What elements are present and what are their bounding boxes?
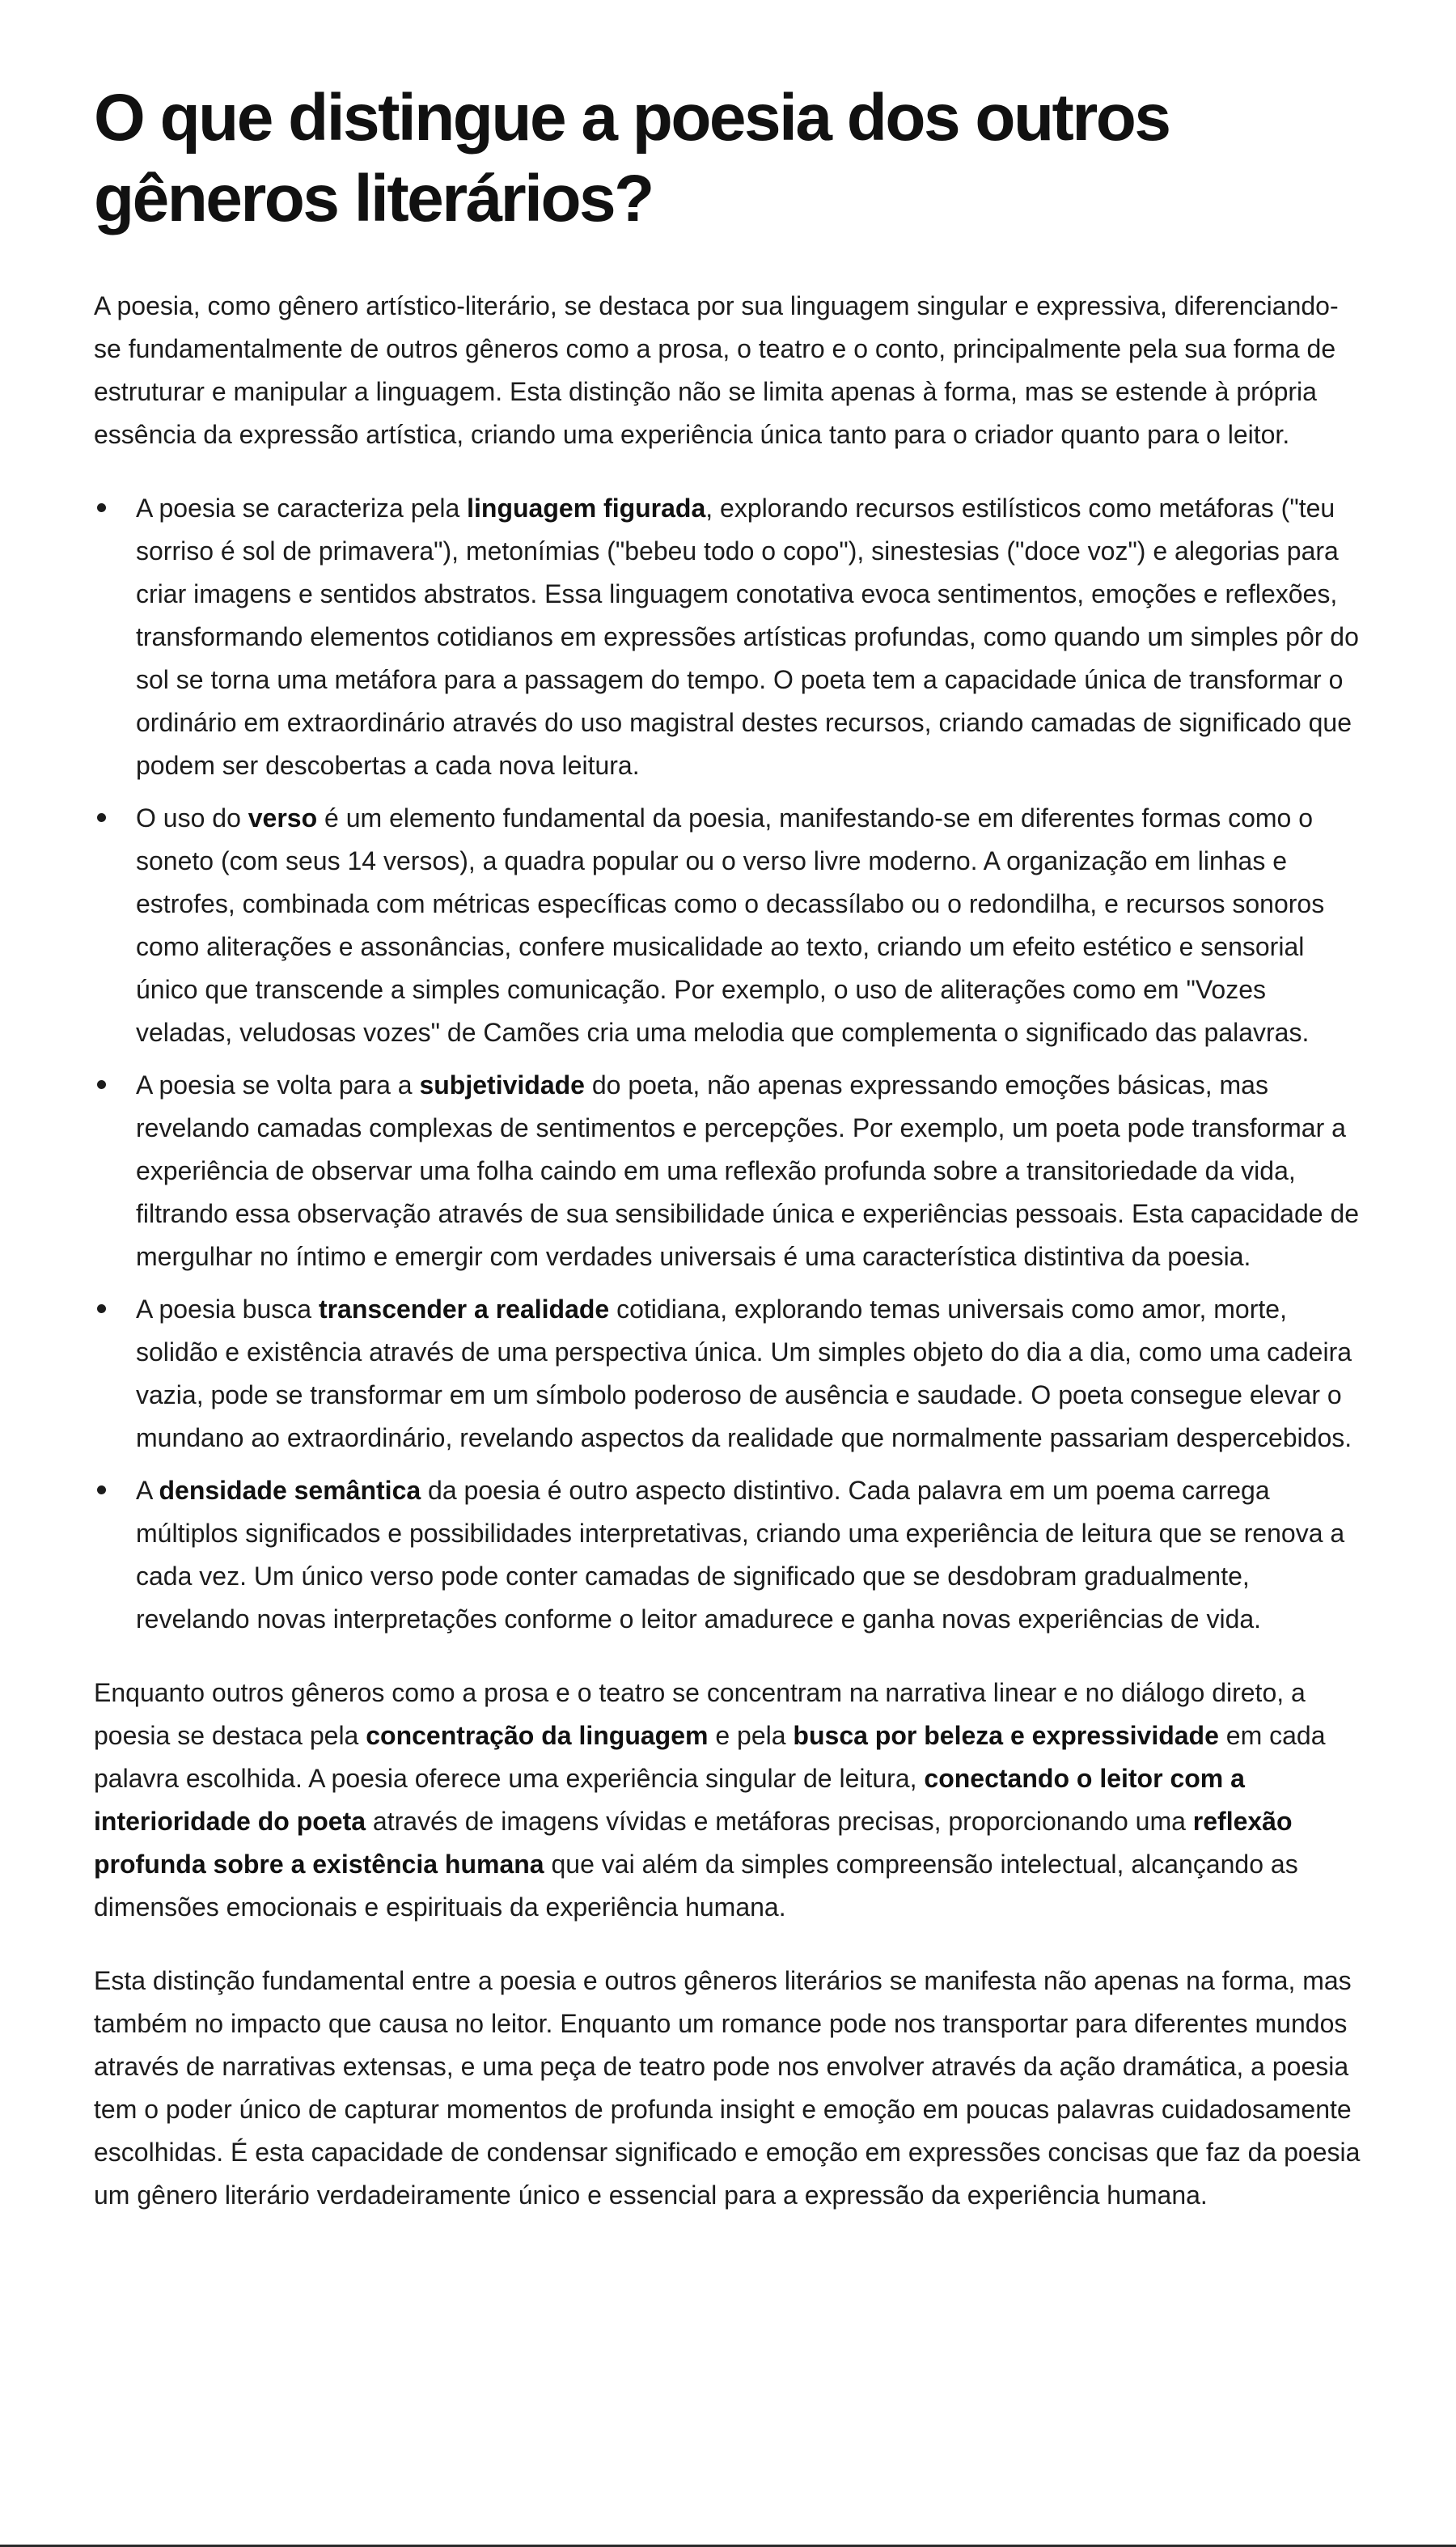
list-item: A poesia se volta para a subjetividade do poeta, não apenas expressando emoções básicas, mas revelando camadas complexas de sentimentos e percepções. Por exemplo, um poeta pode transformar a experiência de observar uma folha caindo em uma reflexão profunda sobre a transitoriedade da vida, filtrando essa observação através de sua sensibilidade única e experiências pessoais. Esta capacidade de mergulhar no íntimo e emergir com verdades universais é uma característica distintiva da poesia. <box>94 1064 1362 1278</box>
bullet-icon <box>97 503 106 512</box>
list-item: A poesia se caracteriza pela linguagem figurada, explorando recursos estilísticos como metáforas ("teu sorriso é sol de primavera"), metonímias ("bebeu todo o copo"), sinestesias ("doce voz") e alegorias para criar imagens e sentidos abstratos. Essa linguagem conotativa evoca sentimentos, emoções e reflexões, transformando elementos cotidianos em expressões artísticas profundas, como quando um simples pôr do sol se torna uma metáfora para a passagem do tempo. O poeta tem a capacidade única de transformar o ordinário em extraordinário através do uso magistral destes recursos, criando camadas de significado que podem ser descobertas a cada nova leitura. <box>94 487 1362 787</box>
bullet-icon <box>97 1080 106 1089</box>
list-item: O uso do verso é um elemento fundamental da poesia, manifestando-se em diferentes formas como o soneto (com seus 14 versos), a quadra popular ou o verso livre moderno. A organização em linhas e estrofes, combinada com métricas específicas como o decassílabo ou o redondilha, e recursos sonoros como aliterações e assonâncias, confere musicalidade ao texto, criando um efeito estético e sensorial único que transcende a simples comunicação. Por exemplo, o uso de aliterações como em "Vozes veladas, veludosas vozes" de Camões cria uma melodia que complementa o significado das palavras. <box>94 797 1362 1054</box>
emphasis: densidade semântica <box>159 1476 421 1505</box>
emphasis: reflexão profunda sobre a existência humana <box>94 1807 1293 1879</box>
bullet-icon <box>97 1304 106 1313</box>
emphasis: subjetividade <box>419 1070 585 1100</box>
emphasis: transcender a realidade <box>318 1295 610 1324</box>
list-item: A poesia busca transcender a realidade cotidiana, explorando temas universais como amor, morte, solidão e existência através de uma perspectiva única. Um simples objeto do dia a dia, como uma cadeira vazia, pode se transformar em um símbolo poderoso de ausência e saudade. O poeta consegue elevar o mundano ao extraordinário, revelando aspectos da realidade que normalmente passariam despercebidos. <box>94 1288 1362 1460</box>
emphasis: linguagem figurada <box>467 494 706 523</box>
final-paragraph: Esta distinção fundamental entre a poesia e outros gêneros literários se manifesta não apenas na forma, mas também no impacto que causa no leitor. Enquanto um romance pode nos transportar para diferentes mundos através de narrativas extensas, e uma peça de teatro pode nos envolver através da ação dramática, a poesia tem o poder único de capturar momentos de profunda insight e emoção em poucas palavras cuidadosamente escolhidas. É esta capacidade de condensar significado e emoção em expressões concisas que faz da poesia um gênero literário verdadeiramente único e essencial para a expressão da experiência humana. <box>94 1966 1361 2210</box>
emphasis: concentração da linguagem <box>366 1721 709 1750</box>
bullet-icon <box>97 813 106 822</box>
list-item: A densidade semântica da poesia é outro aspecto distintivo. Cada palavra em um poema carrega múltiplos significados e possibilidades interpretativas, criando uma experiência de leitura que se renova a cada vez. Um único verso pode conter camadas de significado que se desdobram gradualmente, revelando novas interpretações conforme o leitor amadurece e ganha novas experiências de vida. <box>94 1469 1362 1641</box>
emphasis: verso <box>248 803 318 833</box>
emphasis: conectando o leitor com a interioridade do poeta <box>94 1764 1245 1836</box>
bullet-icon <box>97 1485 106 1494</box>
article <box>94 78 1362 2217</box>
emphasis: busca por beleza e expressividade <box>793 1721 1219 1750</box>
key-points-list <box>94 487 1362 1641</box>
page-title: O que distingue a poesia dos outros gêneros literários? <box>94 81 1170 235</box>
closing-paragraph: Enquanto outros gêneros como a prosa e o teatro se concentram na narrativa linear e no diálogo direto, a poesia se destaca pela concentração da linguagem e pela busca por beleza e expressividade em cada palavra escolhida. A poesia oferece uma experiência singular de leitura, conectando o leitor com a interioridade do poeta através de imagens vívidas e metáforas precisas, proporcionando uma reflexão profunda sobre a existência humana que vai além da simples compreensão intelectual, alcançando as dimensões emocionais e espirituais da experiência humana. <box>94 1678 1326 1922</box>
intro-paragraph: A poesia, como gênero artístico-literário, se destaca por sua linguagem singular e expressiva, diferenciando-se fundamentalmente de outros gêneros como a prosa, o teatro e o conto, principalmente pela sua forma de estruturar e manipular a linguagem. Esta distinção não se limita apenas à forma, mas se estende à própria essência da expressão artística, criando uma experiência única tanto para o criador quanto para o leitor. <box>94 291 1339 449</box>
